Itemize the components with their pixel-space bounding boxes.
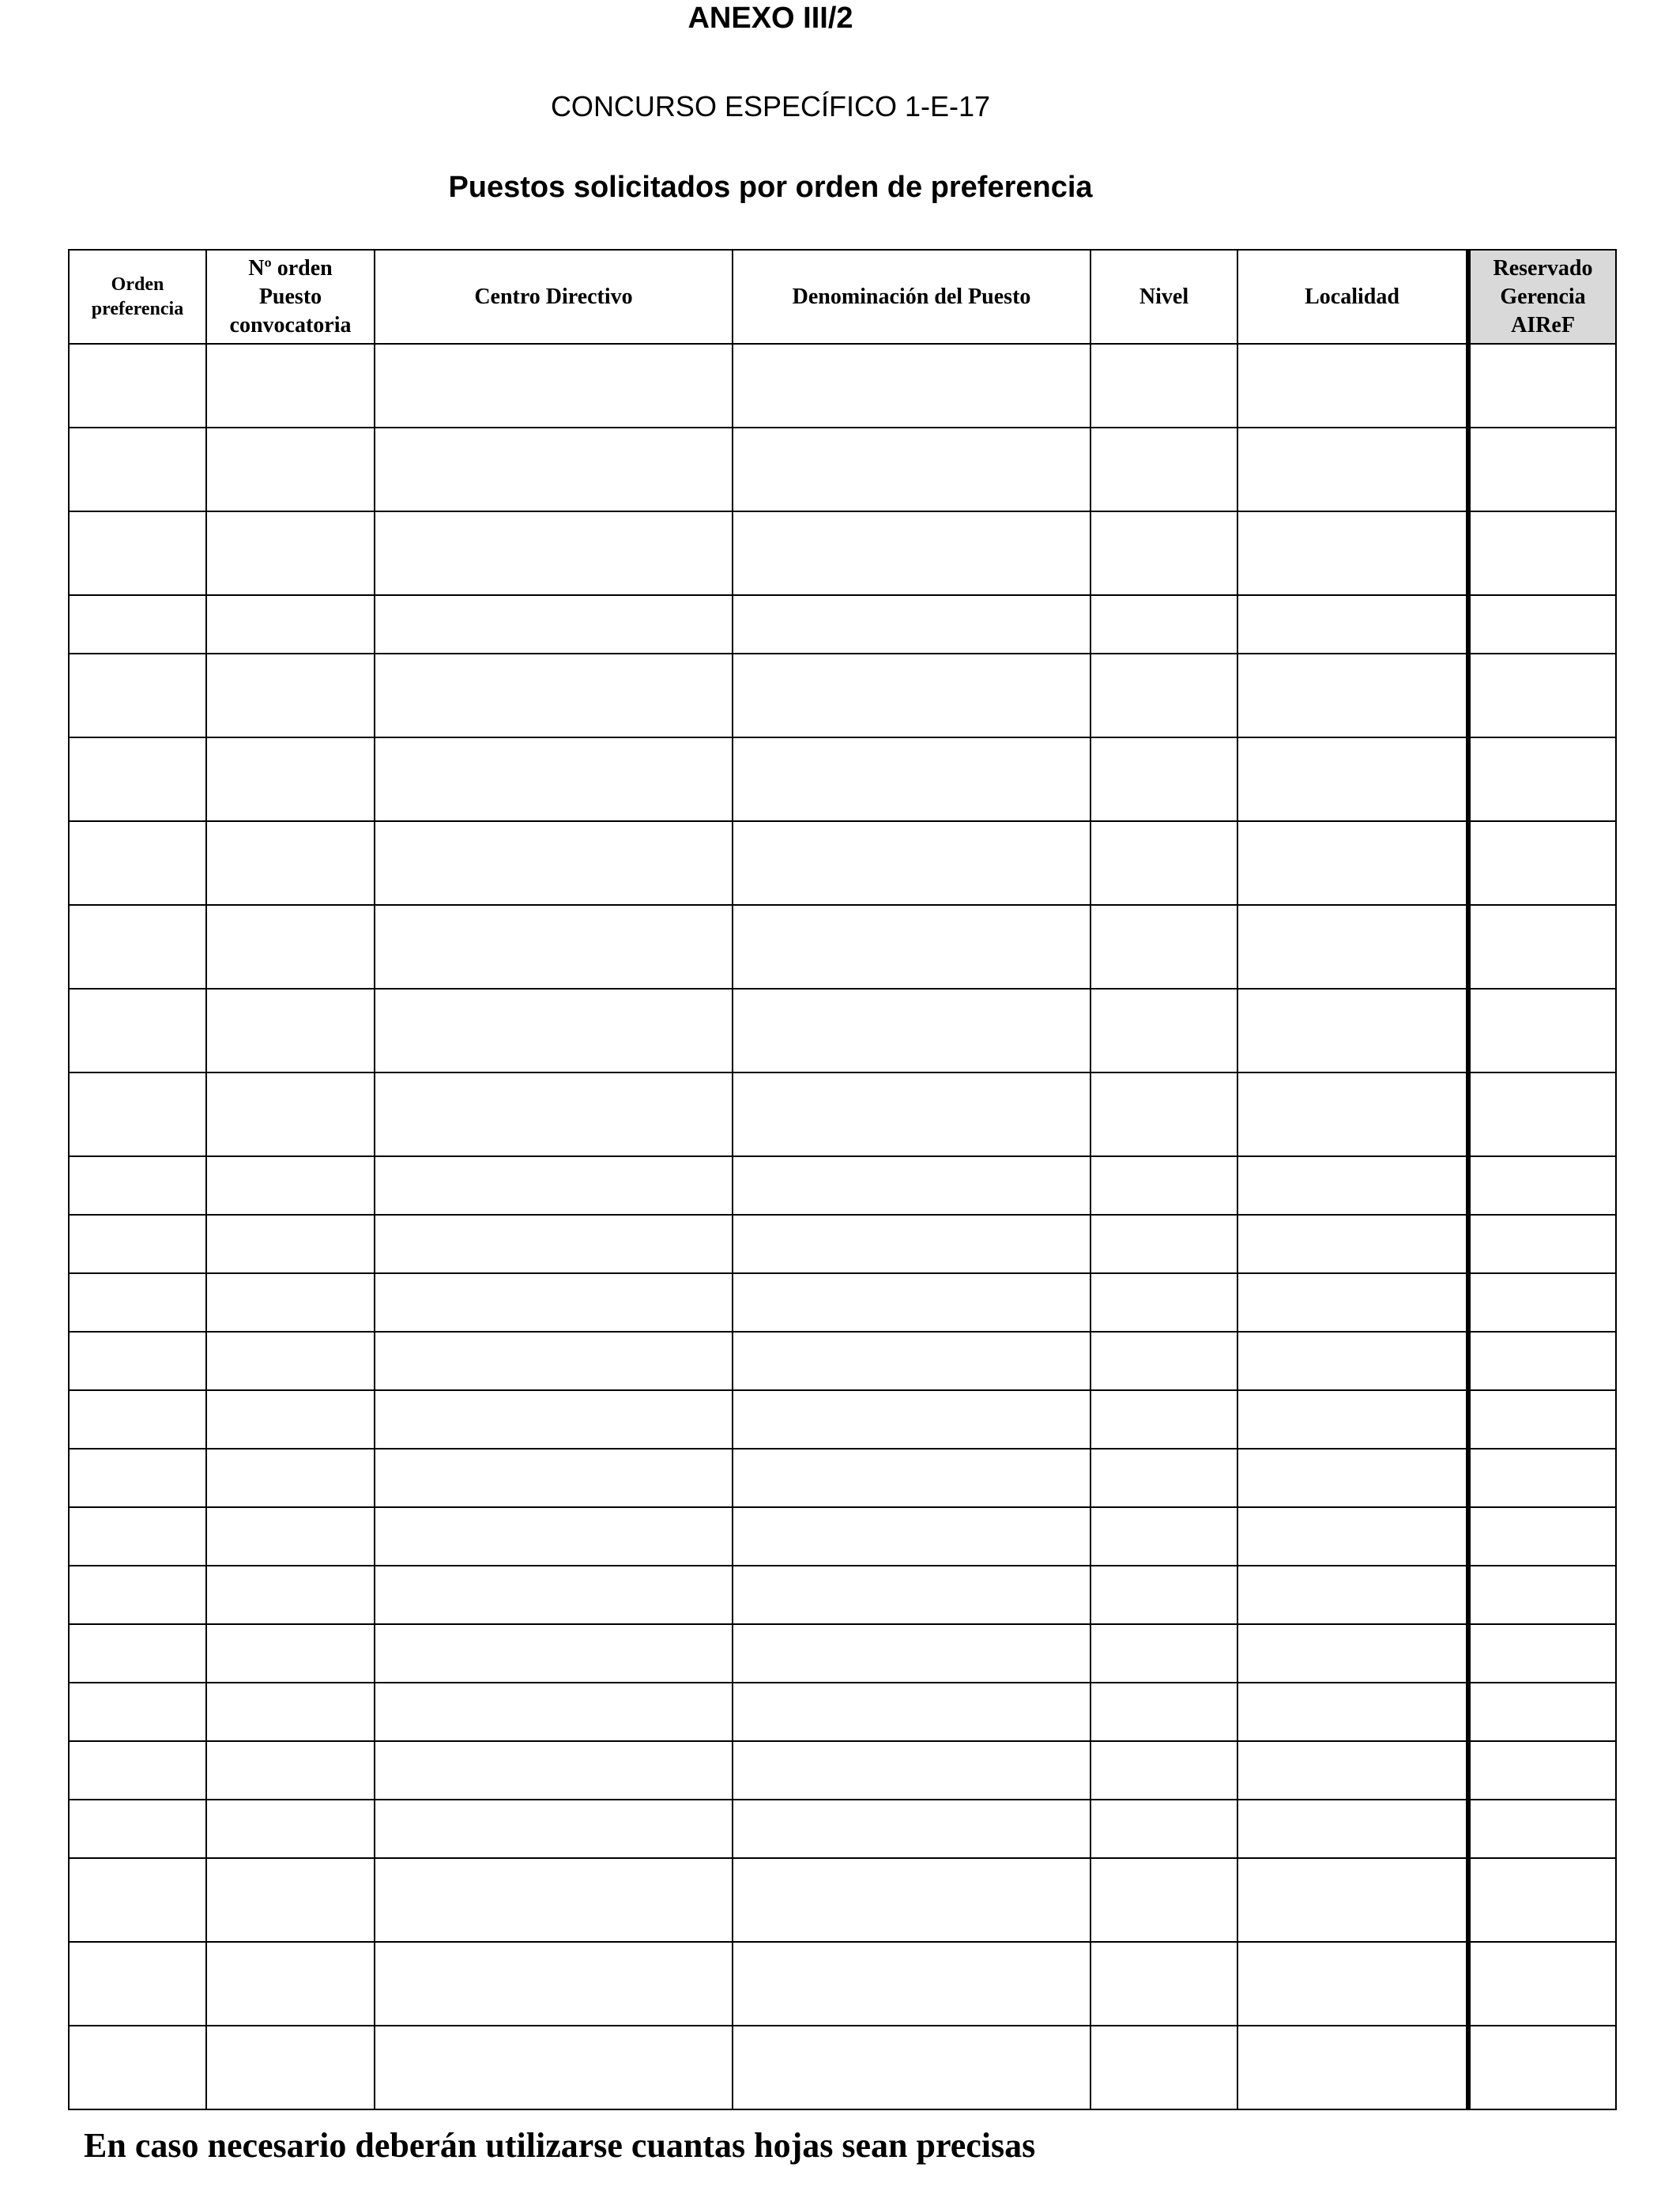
orden-cell[interactable] xyxy=(69,1624,206,1683)
column-header-denominacion xyxy=(733,250,1090,344)
denominacion-cell[interactable] xyxy=(733,1507,1090,1566)
table-row xyxy=(69,654,1616,737)
localidad-cell[interactable] xyxy=(1237,1683,1468,1741)
centro-directivo-cell[interactable] xyxy=(375,1332,733,1390)
numero-orden-cell[interactable] xyxy=(206,654,375,737)
centro-directivo-cell[interactable] xyxy=(375,428,733,511)
reservado-cell xyxy=(1468,1507,1616,1566)
header-line: Centro Directivo xyxy=(474,284,633,309)
table-body xyxy=(69,344,1616,2109)
localidad-cell[interactable] xyxy=(1237,737,1468,821)
header-line: Denominación del Puesto xyxy=(792,284,1031,309)
nivel-cell[interactable] xyxy=(1090,1942,1237,2026)
orden-cell[interactable] xyxy=(69,344,206,428)
reservado-cell xyxy=(1468,989,1616,1072)
denominacion-cell[interactable] xyxy=(733,511,1090,595)
numero-orden-cell[interactable] xyxy=(206,1858,375,1942)
table-row xyxy=(69,1449,1616,1507)
denominacion-cell[interactable] xyxy=(733,1273,1090,1332)
denominacion-cell[interactable] xyxy=(733,1390,1090,1449)
reservado-cell xyxy=(1468,1566,1616,1624)
column-header-nivel xyxy=(1090,250,1237,344)
numero-orden-cell[interactable] xyxy=(206,1390,375,1449)
centro-directivo-cell[interactable] xyxy=(375,511,733,595)
header-line: Puesto xyxy=(258,284,322,309)
numero-orden-cell[interactable] xyxy=(206,1741,375,1800)
annex-title: ANEXO III/2 xyxy=(687,2,853,35)
reservado-cell xyxy=(1468,1332,1616,1390)
nivel-cell[interactable] xyxy=(1090,1800,1237,1858)
denominacion-cell[interactable] xyxy=(733,1156,1090,1215)
numero-orden-cell[interactable] xyxy=(206,1449,375,1507)
centro-directivo-cell[interactable] xyxy=(375,905,733,989)
orden-cell[interactable] xyxy=(69,654,206,737)
denominacion-cell[interactable] xyxy=(733,2026,1090,2109)
numero-orden-cell[interactable] xyxy=(206,428,375,511)
denominacion-cell[interactable] xyxy=(733,654,1090,737)
numero-orden-cell[interactable] xyxy=(206,1072,375,1156)
orden-cell[interactable] xyxy=(69,511,206,595)
table-row xyxy=(69,1273,1616,1332)
orden-cell[interactable] xyxy=(69,1215,206,1273)
orden-cell[interactable] xyxy=(69,1942,206,2026)
centro-directivo-cell[interactable] xyxy=(375,1072,733,1156)
orden-cell[interactable] xyxy=(69,1507,206,1566)
numero-orden-cell[interactable] xyxy=(206,905,375,989)
contest-title: CONCURSO ESPECÍFICO 1-E-17 xyxy=(550,90,991,123)
table-row xyxy=(69,1942,1616,2026)
localidad-cell[interactable] xyxy=(1237,1741,1468,1800)
denominacion-cell[interactable] xyxy=(733,344,1090,428)
orden-cell[interactable] xyxy=(69,1390,206,1449)
reservado-cell xyxy=(1468,1800,1616,1858)
nivel-cell[interactable] xyxy=(1090,1683,1237,1741)
nivel-cell[interactable] xyxy=(1090,1624,1237,1683)
nivel-cell[interactable] xyxy=(1090,1215,1237,1273)
orden-cell[interactable] xyxy=(69,1449,206,1507)
centro-directivo-cell[interactable] xyxy=(375,1449,733,1507)
footnote: En caso necesario deberán utilizarse cuantas hojas sean precisas xyxy=(84,2126,1036,2165)
reservado-cell xyxy=(1468,1741,1616,1800)
numero-orden-cell[interactable] xyxy=(206,821,375,905)
nivel-cell[interactable] xyxy=(1090,1449,1237,1507)
numero-orden-cell[interactable] xyxy=(206,737,375,821)
numero-orden-cell[interactable] xyxy=(206,1942,375,2026)
localidad-cell[interactable] xyxy=(1237,1332,1468,1390)
denominacion-cell[interactable] xyxy=(733,1449,1090,1507)
column-header-numero-orden xyxy=(206,250,375,344)
centro-directivo-cell[interactable] xyxy=(375,1800,733,1858)
centro-directivo-cell[interactable] xyxy=(375,1273,733,1332)
reservado-cell xyxy=(1468,1858,1616,1942)
denominacion-cell[interactable] xyxy=(733,1332,1090,1390)
nivel-cell[interactable] xyxy=(1090,1741,1237,1800)
numero-orden-cell[interactable] xyxy=(206,1273,375,1332)
table-row xyxy=(69,344,1616,428)
orden-cell[interactable] xyxy=(69,905,206,989)
orden-cell[interactable] xyxy=(69,1858,206,1942)
centro-directivo-cell[interactable] xyxy=(375,1683,733,1741)
orden-cell[interactable] xyxy=(69,1156,206,1215)
table-row xyxy=(69,1507,1616,1566)
localidad-cell[interactable] xyxy=(1237,905,1468,989)
localidad-cell[interactable] xyxy=(1237,1215,1468,1273)
localidad-cell[interactable] xyxy=(1237,1072,1468,1156)
centro-directivo-cell[interactable] xyxy=(375,1507,733,1566)
header-line: convocatoria xyxy=(229,312,352,337)
numero-orden-cell[interactable] xyxy=(206,1566,375,1624)
denominacion-cell[interactable] xyxy=(733,1683,1090,1741)
localidad-cell[interactable] xyxy=(1237,2026,1468,2109)
numero-orden-cell[interactable] xyxy=(206,511,375,595)
nivel-cell[interactable] xyxy=(1090,737,1237,821)
nivel-cell[interactable] xyxy=(1090,1273,1237,1332)
column-header-reservado xyxy=(1468,250,1616,344)
denominacion-cell[interactable] xyxy=(733,1741,1090,1800)
header-line: Localidad xyxy=(1305,284,1399,309)
reservado-cell xyxy=(1468,1390,1616,1449)
header-row xyxy=(69,250,1616,344)
centro-directivo-cell[interactable] xyxy=(375,1858,733,1942)
centro-directivo-cell[interactable] xyxy=(375,821,733,905)
reservado-cell xyxy=(1468,1156,1616,1215)
table-row xyxy=(69,737,1616,821)
reservado-cell xyxy=(1468,654,1616,737)
table-row xyxy=(69,511,1616,595)
table-row xyxy=(69,1624,1616,1683)
nivel-cell[interactable] xyxy=(1090,1566,1237,1624)
table-row xyxy=(69,989,1616,1072)
table-row xyxy=(69,595,1616,654)
denominacion-cell[interactable] xyxy=(733,1858,1090,1942)
centro-directivo-cell[interactable] xyxy=(375,1624,733,1683)
denominacion-cell[interactable] xyxy=(733,1215,1090,1273)
denominacion-cell[interactable] xyxy=(733,1072,1090,1156)
localidad-cell[interactable] xyxy=(1237,1566,1468,1624)
orden-cell[interactable] xyxy=(69,821,206,905)
column-header-orden-preferencia xyxy=(69,250,206,344)
orden-cell[interactable] xyxy=(69,1566,206,1624)
denominacion-cell[interactable] xyxy=(733,428,1090,511)
reservado-cell xyxy=(1468,1683,1616,1741)
nivel-cell[interactable] xyxy=(1090,428,1237,511)
localidad-cell[interactable] xyxy=(1237,344,1468,428)
table-row xyxy=(69,1390,1616,1449)
table-row xyxy=(69,1566,1616,1624)
localidad-cell[interactable] xyxy=(1237,1507,1468,1566)
table-row xyxy=(69,821,1616,905)
preference-table xyxy=(68,249,1617,2110)
nivel-cell[interactable] xyxy=(1090,1507,1237,1566)
nivel-cell[interactable] xyxy=(1090,2026,1237,2109)
reservado-cell xyxy=(1468,905,1616,989)
column-header-centro-directivo xyxy=(375,250,733,344)
numero-orden-cell[interactable] xyxy=(206,2026,375,2109)
orden-cell[interactable] xyxy=(69,1683,206,1741)
centro-directivo-cell[interactable] xyxy=(375,1156,733,1215)
localidad-cell[interactable] xyxy=(1237,821,1468,905)
reservado-cell xyxy=(1468,1942,1616,2026)
orden-cell[interactable] xyxy=(69,2026,206,2109)
column-header-localidad xyxy=(1237,250,1468,344)
denominacion-cell[interactable] xyxy=(733,737,1090,821)
nivel-cell[interactable] xyxy=(1090,1332,1237,1390)
reservado-cell xyxy=(1468,344,1616,428)
nivel-cell[interactable] xyxy=(1090,821,1237,905)
centro-directivo-cell[interactable] xyxy=(375,595,733,654)
nivel-cell[interactable] xyxy=(1090,1858,1237,1942)
table-subtitle: Puestos solicitados por orden de preferencia xyxy=(448,171,1093,204)
orden-cell[interactable] xyxy=(69,1273,206,1332)
header-line: Reservado xyxy=(1493,255,1593,281)
denominacion-cell[interactable] xyxy=(733,1566,1090,1624)
header-line: preferencia xyxy=(91,298,184,319)
denominacion-cell[interactable] xyxy=(733,905,1090,989)
header-line: Gerencia xyxy=(1500,284,1586,309)
reservado-cell xyxy=(1468,1273,1616,1332)
orden-cell[interactable] xyxy=(69,428,206,511)
table-row xyxy=(69,1156,1616,1215)
localidad-cell[interactable] xyxy=(1237,1273,1468,1332)
numero-orden-cell[interactable] xyxy=(206,1215,375,1273)
localidad-cell[interactable] xyxy=(1237,1390,1468,1449)
numero-orden-cell[interactable] xyxy=(206,989,375,1072)
header-line: AIReF xyxy=(1511,312,1575,337)
reservado-cell xyxy=(1468,428,1616,511)
centro-directivo-cell[interactable] xyxy=(375,654,733,737)
denominacion-cell[interactable] xyxy=(733,1800,1090,1858)
table-row xyxy=(69,1332,1616,1390)
centro-directivo-cell[interactable] xyxy=(375,989,733,1072)
reservado-cell xyxy=(1468,1449,1616,1507)
centro-directivo-cell[interactable] xyxy=(375,1390,733,1449)
reservado-cell xyxy=(1468,1215,1616,1273)
orden-cell[interactable] xyxy=(69,1741,206,1800)
denominacion-cell[interactable] xyxy=(733,821,1090,905)
table-row xyxy=(69,1215,1616,1273)
centro-directivo-cell[interactable] xyxy=(375,1566,733,1624)
numero-orden-cell[interactable] xyxy=(206,1156,375,1215)
localidad-cell[interactable] xyxy=(1237,1156,1468,1215)
reservado-cell xyxy=(1468,1624,1616,1683)
orden-cell[interactable] xyxy=(69,595,206,654)
localidad-cell[interactable] xyxy=(1237,1449,1468,1507)
table-row xyxy=(69,428,1616,511)
localidad-cell[interactable] xyxy=(1237,1800,1468,1858)
localidad-cell[interactable] xyxy=(1237,989,1468,1072)
numero-orden-cell[interactable] xyxy=(206,1332,375,1390)
nivel-cell[interactable] xyxy=(1090,595,1237,654)
localidad-cell[interactable] xyxy=(1237,1858,1468,1942)
centro-directivo-cell[interactable] xyxy=(375,344,733,428)
nivel-cell[interactable] xyxy=(1090,989,1237,1072)
nivel-cell[interactable] xyxy=(1090,905,1237,989)
centro-directivo-cell[interactable] xyxy=(375,1741,733,1800)
nivel-cell[interactable] xyxy=(1090,1156,1237,1215)
orden-cell[interactable] xyxy=(69,1332,206,1390)
reservado-cell xyxy=(1468,2026,1616,2109)
nivel-cell[interactable] xyxy=(1090,511,1237,595)
table-row xyxy=(69,1072,1616,1156)
orden-cell[interactable] xyxy=(69,1800,206,1858)
localidad-cell[interactable] xyxy=(1237,1942,1468,2026)
denominacion-cell[interactable] xyxy=(733,1942,1090,2026)
numero-orden-cell[interactable] xyxy=(206,344,375,428)
header-line: Nº orden xyxy=(248,255,333,281)
numero-orden-cell[interactable] xyxy=(206,595,375,654)
centro-directivo-cell[interactable] xyxy=(375,737,733,821)
reservado-cell xyxy=(1468,1072,1616,1156)
centro-directivo-cell[interactable] xyxy=(375,1215,733,1273)
header-line: Orden xyxy=(111,273,164,295)
numero-orden-cell[interactable] xyxy=(206,1624,375,1683)
localidad-cell[interactable] xyxy=(1237,654,1468,737)
nivel-cell[interactable] xyxy=(1090,344,1237,428)
table-row xyxy=(69,2026,1616,2109)
centro-directivo-cell[interactable] xyxy=(375,1942,733,2026)
localidad-cell[interactable] xyxy=(1237,595,1468,654)
reservado-cell xyxy=(1468,821,1616,905)
reservado-cell xyxy=(1468,737,1616,821)
localidad-cell[interactable] xyxy=(1237,428,1468,511)
reservado-cell xyxy=(1468,595,1616,654)
nivel-cell[interactable] xyxy=(1090,1390,1237,1449)
localidad-cell[interactable] xyxy=(1237,1624,1468,1683)
centro-directivo-cell[interactable] xyxy=(375,2026,733,2109)
orden-cell[interactable] xyxy=(69,1072,206,1156)
numero-orden-cell[interactable] xyxy=(206,1800,375,1858)
numero-orden-cell[interactable] xyxy=(206,1507,375,1566)
reservado-cell xyxy=(1468,511,1616,595)
numero-orden-cell[interactable] xyxy=(206,1683,375,1741)
header-line: Nivel xyxy=(1139,284,1189,309)
denominacion-cell[interactable] xyxy=(733,1624,1090,1683)
nivel-cell[interactable] xyxy=(1090,1072,1237,1156)
nivel-cell[interactable] xyxy=(1090,654,1237,737)
orden-cell[interactable] xyxy=(69,737,206,821)
orden-cell[interactable] xyxy=(69,989,206,1072)
localidad-cell[interactable] xyxy=(1237,511,1468,595)
denominacion-cell[interactable] xyxy=(733,989,1090,1072)
table-row xyxy=(69,905,1616,989)
table-row xyxy=(69,1741,1616,1800)
table-row xyxy=(69,1800,1616,1858)
table-row xyxy=(69,1683,1616,1741)
denominacion-cell[interactable] xyxy=(733,595,1090,654)
table-row xyxy=(69,1858,1616,1942)
